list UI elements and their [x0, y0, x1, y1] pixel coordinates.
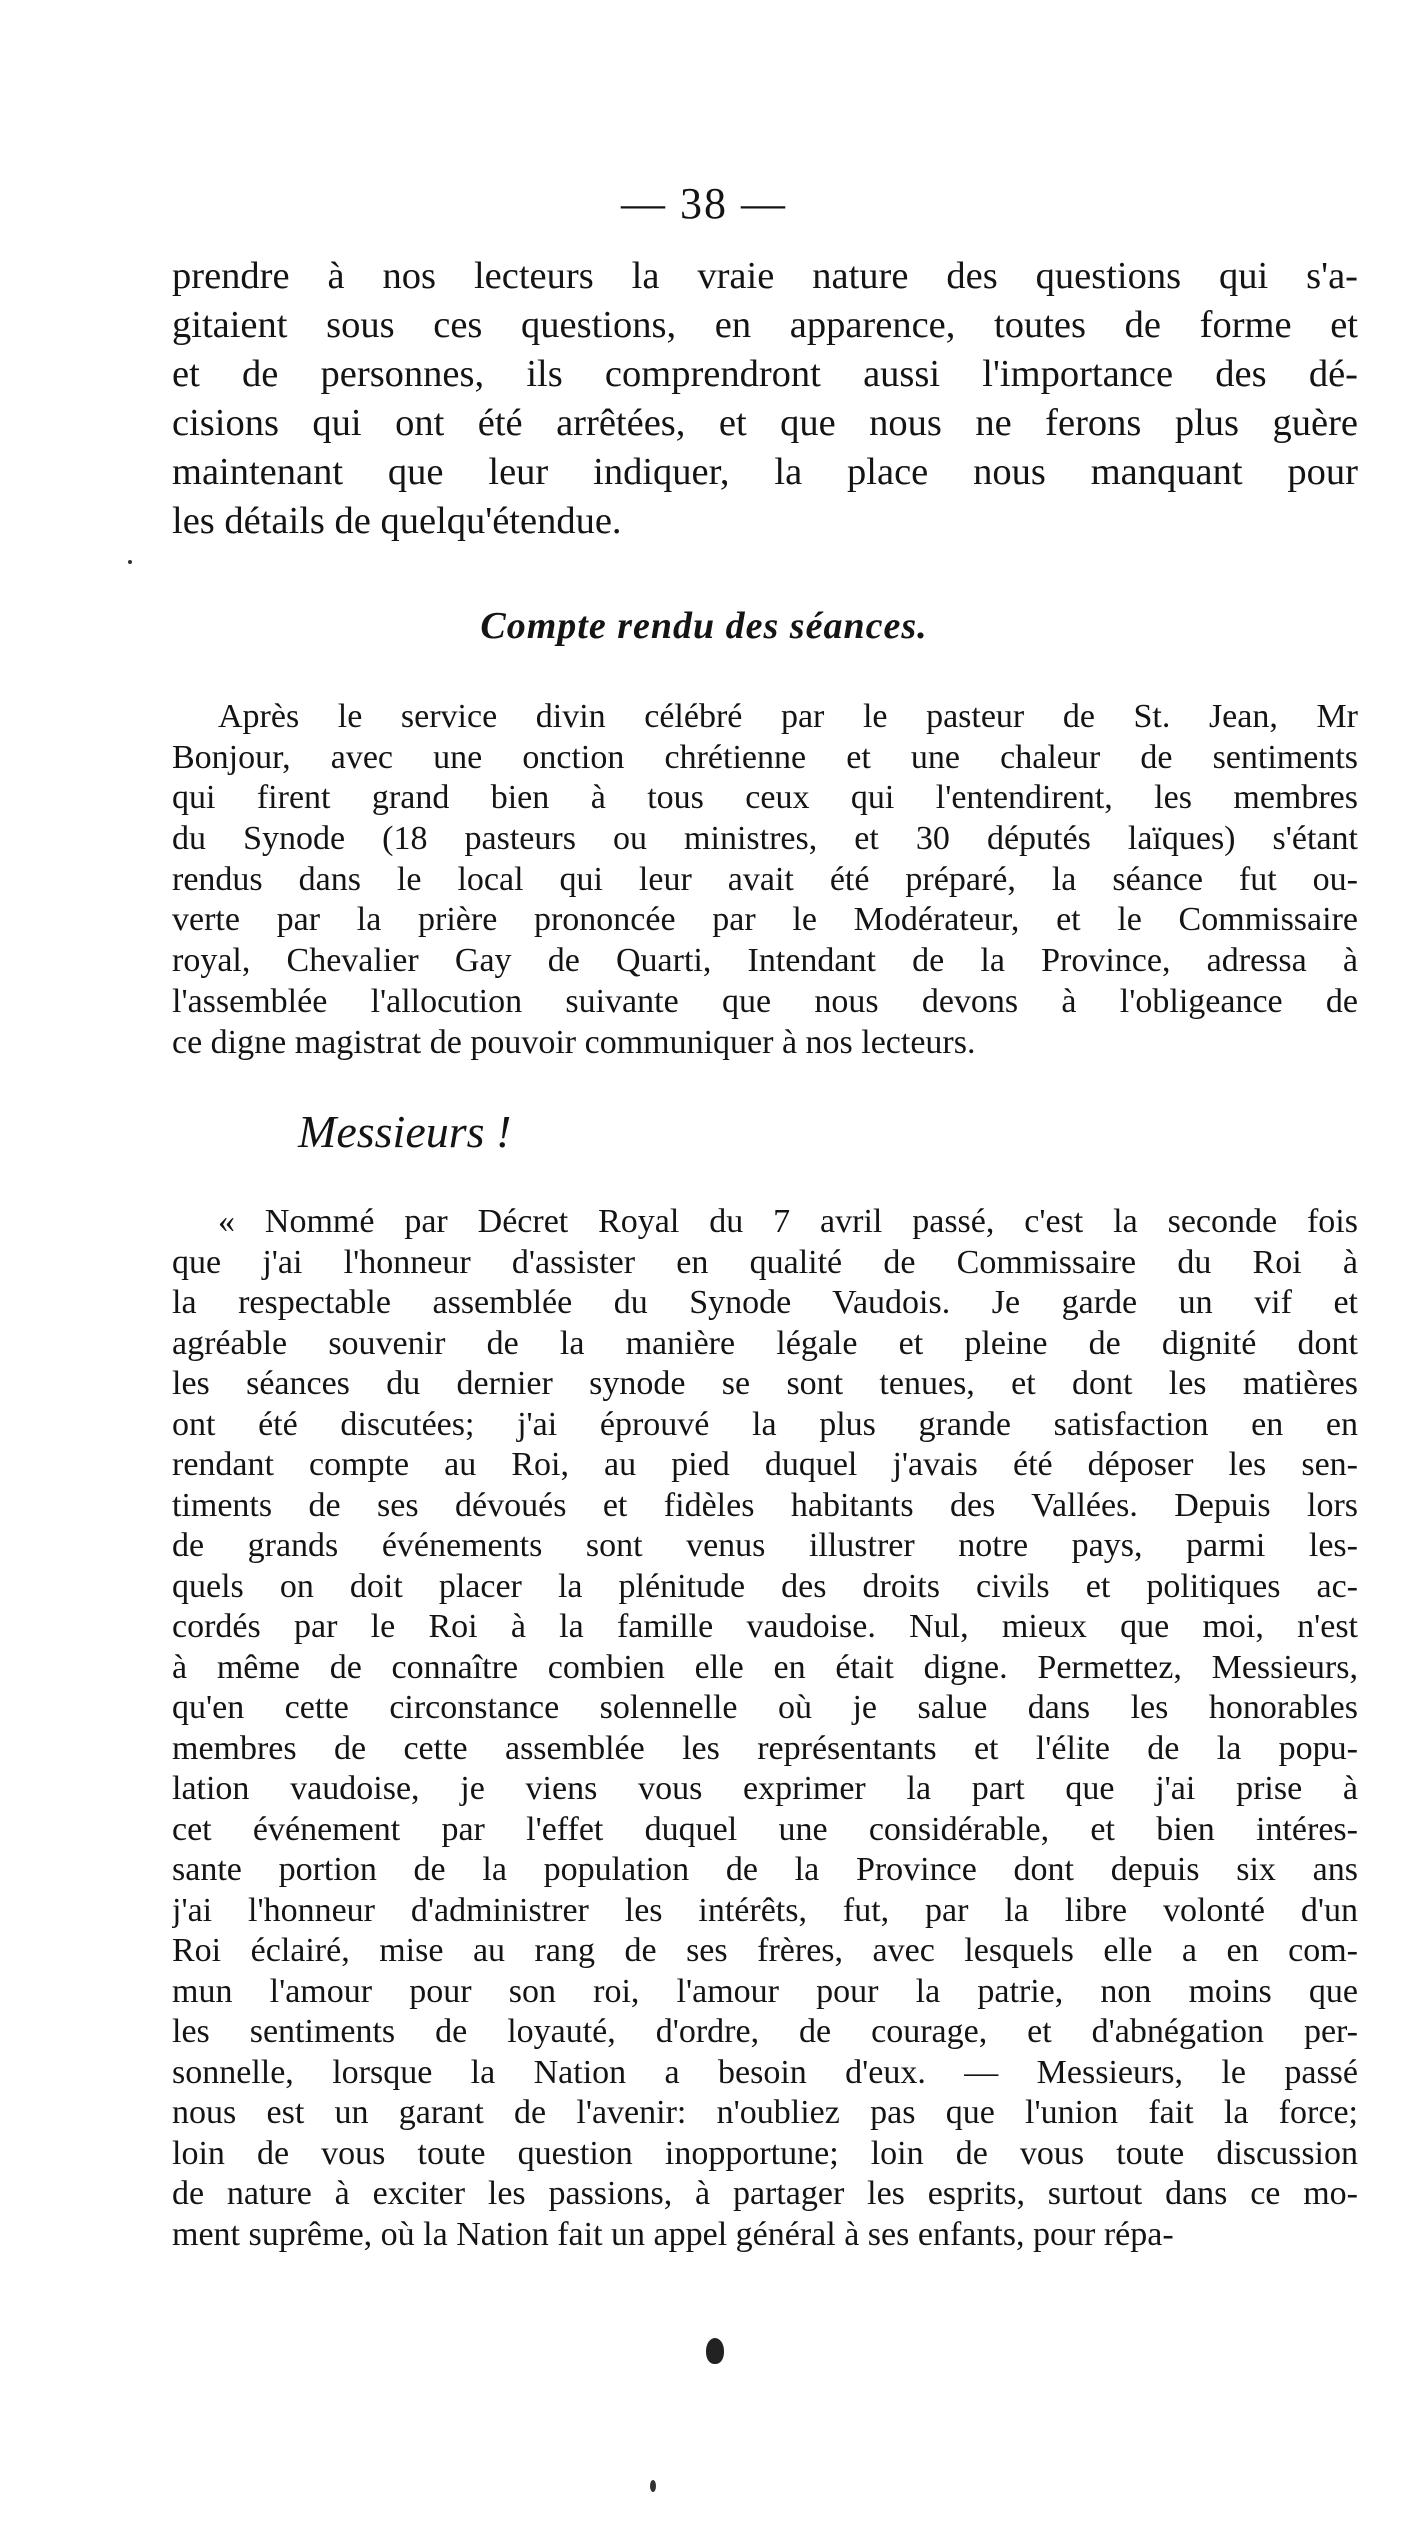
text-line: qui firent grand bien à tous ceux qui l'entendirent, les membres — [172, 779, 1358, 817]
text-line: loin de vous toute question inopportune; loin de vous toute discussion — [172, 2134, 1358, 2172]
section-heading: Compte rendu des séances. — [480, 605, 928, 647]
text-line: j'ai l'honneur d'administrer les intérêts, fut, par la libre volonté d'un — [172, 1891, 1358, 1929]
report-paragraph — [172, 697, 1358, 1063]
text-line: de nature à exciter les passions, à partager les esprits, surtout dans ce mo- — [172, 2175, 1358, 2212]
text-line: ont été discutées; j'ai éprouvé la plus grande satisfaction en en — [172, 1405, 1358, 1443]
text-line: Après le service divin célébré par le pasteur de St. Jean, Mr — [218, 698, 1358, 735]
text-line: timents de ses dévoués et fidèles habitants des Vallées. Depuis lors — [172, 1486, 1358, 1524]
intro-paragraph — [172, 252, 1358, 546]
text-line: du Synode (18 pasteurs ou ministres, et 30 députés laïques) s'étant — [172, 820, 1358, 858]
text-line: gitaient sous ces questions, en apparence, toutes de forme et — [172, 304, 1358, 346]
text-line: ce digne magistrat de pouvoir communiquer à nos lecteurs. — [172, 1023, 976, 1061]
text-line: les sentiments de loyauté, d'ordre, de courage, et d'abnégation per- — [172, 2013, 1358, 2050]
text-line: cordés par le Roi à la famille vaudoise. Nul, mieux que moi, n'est — [172, 1608, 1358, 1645]
text-line: ment suprême, où la Nation fait un appel général à ses enfants, pour répa- — [172, 2215, 1174, 2253]
text-line: les détails de quelqu'étendue. — [172, 500, 622, 542]
text-line: les séances du dernier synode se sont tenues, et dont les matières — [172, 1365, 1358, 1402]
text-line: maintenant que leur indiquer, la place nous manquant pour — [172, 451, 1358, 493]
text-line: la respectable assemblée du Synode Vaudois. Je garde un vif et — [172, 1284, 1358, 1321]
text-line: verte par la prière prononcée par le Modérateur, et le Commissaire — [172, 901, 1358, 939]
text-line: cet événement par l'effet duquel une considérable, et bien intéres- — [172, 1810, 1358, 1848]
text-line: Bonjour, avec une onction chrétienne et une chaleur de sentiments — [172, 738, 1358, 776]
text-line: nous est un garant de l'avenir: n'oubliez pas que l'union fait la force; — [172, 2094, 1358, 2131]
text-line: membres de cette assemblée les représentants et l'élite de la popu- — [172, 1729, 1358, 1767]
text-line: lation vaudoise, je viens vous exprimer la part que j'ai prise à — [172, 1770, 1358, 1807]
text-line: et de personnes, ils comprendront aussi l'importance des dé- — [172, 353, 1358, 395]
text-line: que j'ai l'honneur d'assister en qualité de Commissaire du Roi à — [172, 1243, 1358, 1281]
ink-speck — [650, 2480, 656, 2492]
text-line: agréable souvenir de la manière légale et pleine de dignité dont — [172, 1324, 1358, 1362]
text-line: royal, Chevalier Gay de Quarti, Intendant de la Province, adressa à — [172, 942, 1358, 980]
text-line: rendus dans le local qui leur avait été préparé, la séance fut ou- — [172, 860, 1358, 898]
text-line: cisions qui ont été arrêtées, et que nous ne ferons plus guère — [172, 402, 1358, 444]
text-line: « Nommé par Décret Royal du 7 avril passé, c'est la seconde fois — [218, 1203, 1358, 1240]
text-line: prendre à nos lecteurs la vraie nature des questions qui s'a- — [172, 255, 1358, 297]
speech-salutation: Messieurs ! — [298, 1106, 512, 1157]
text-line: à même de connaître combien elle en était digne. Permettez, Messieurs, — [172, 1648, 1358, 1686]
text-line: l'assemblée l'allocution suivante que nous devons à l'obligeance de — [172, 982, 1358, 1020]
text-line: sante portion de la population de la Province dont depuis six ans — [172, 1851, 1358, 1888]
text-line: quels on doit placer la plénitude des droits civils et politiques ac- — [172, 1567, 1358, 1605]
page-number: — 38 — — [621, 179, 787, 228]
text-line: qu'en cette circonstance solennelle où je salue dans les honorables — [172, 1689, 1358, 1726]
text-line: rendant compte au Roi, au pied duquel j'avais été déposer les sen- — [172, 1446, 1358, 1483]
text-line: Roi éclairé, mise au rang de ses frères, avec lesquels elle a en com- — [172, 1932, 1358, 1969]
ornament-mark — [706, 2338, 724, 2364]
speech-paragraph — [172, 1202, 1358, 2255]
text-line: mun l'amour pour son roi, l'amour pour la patrie, non moins que — [172, 1972, 1358, 2010]
ink-speck — [128, 560, 132, 564]
text-line: sonnelle, lorsque la Nation a besoin d'eux. — Messieurs, le passé — [172, 2053, 1358, 2091]
text-line: de grands événements sont venus illustrer notre pays, parmi les- — [172, 1527, 1358, 1564]
